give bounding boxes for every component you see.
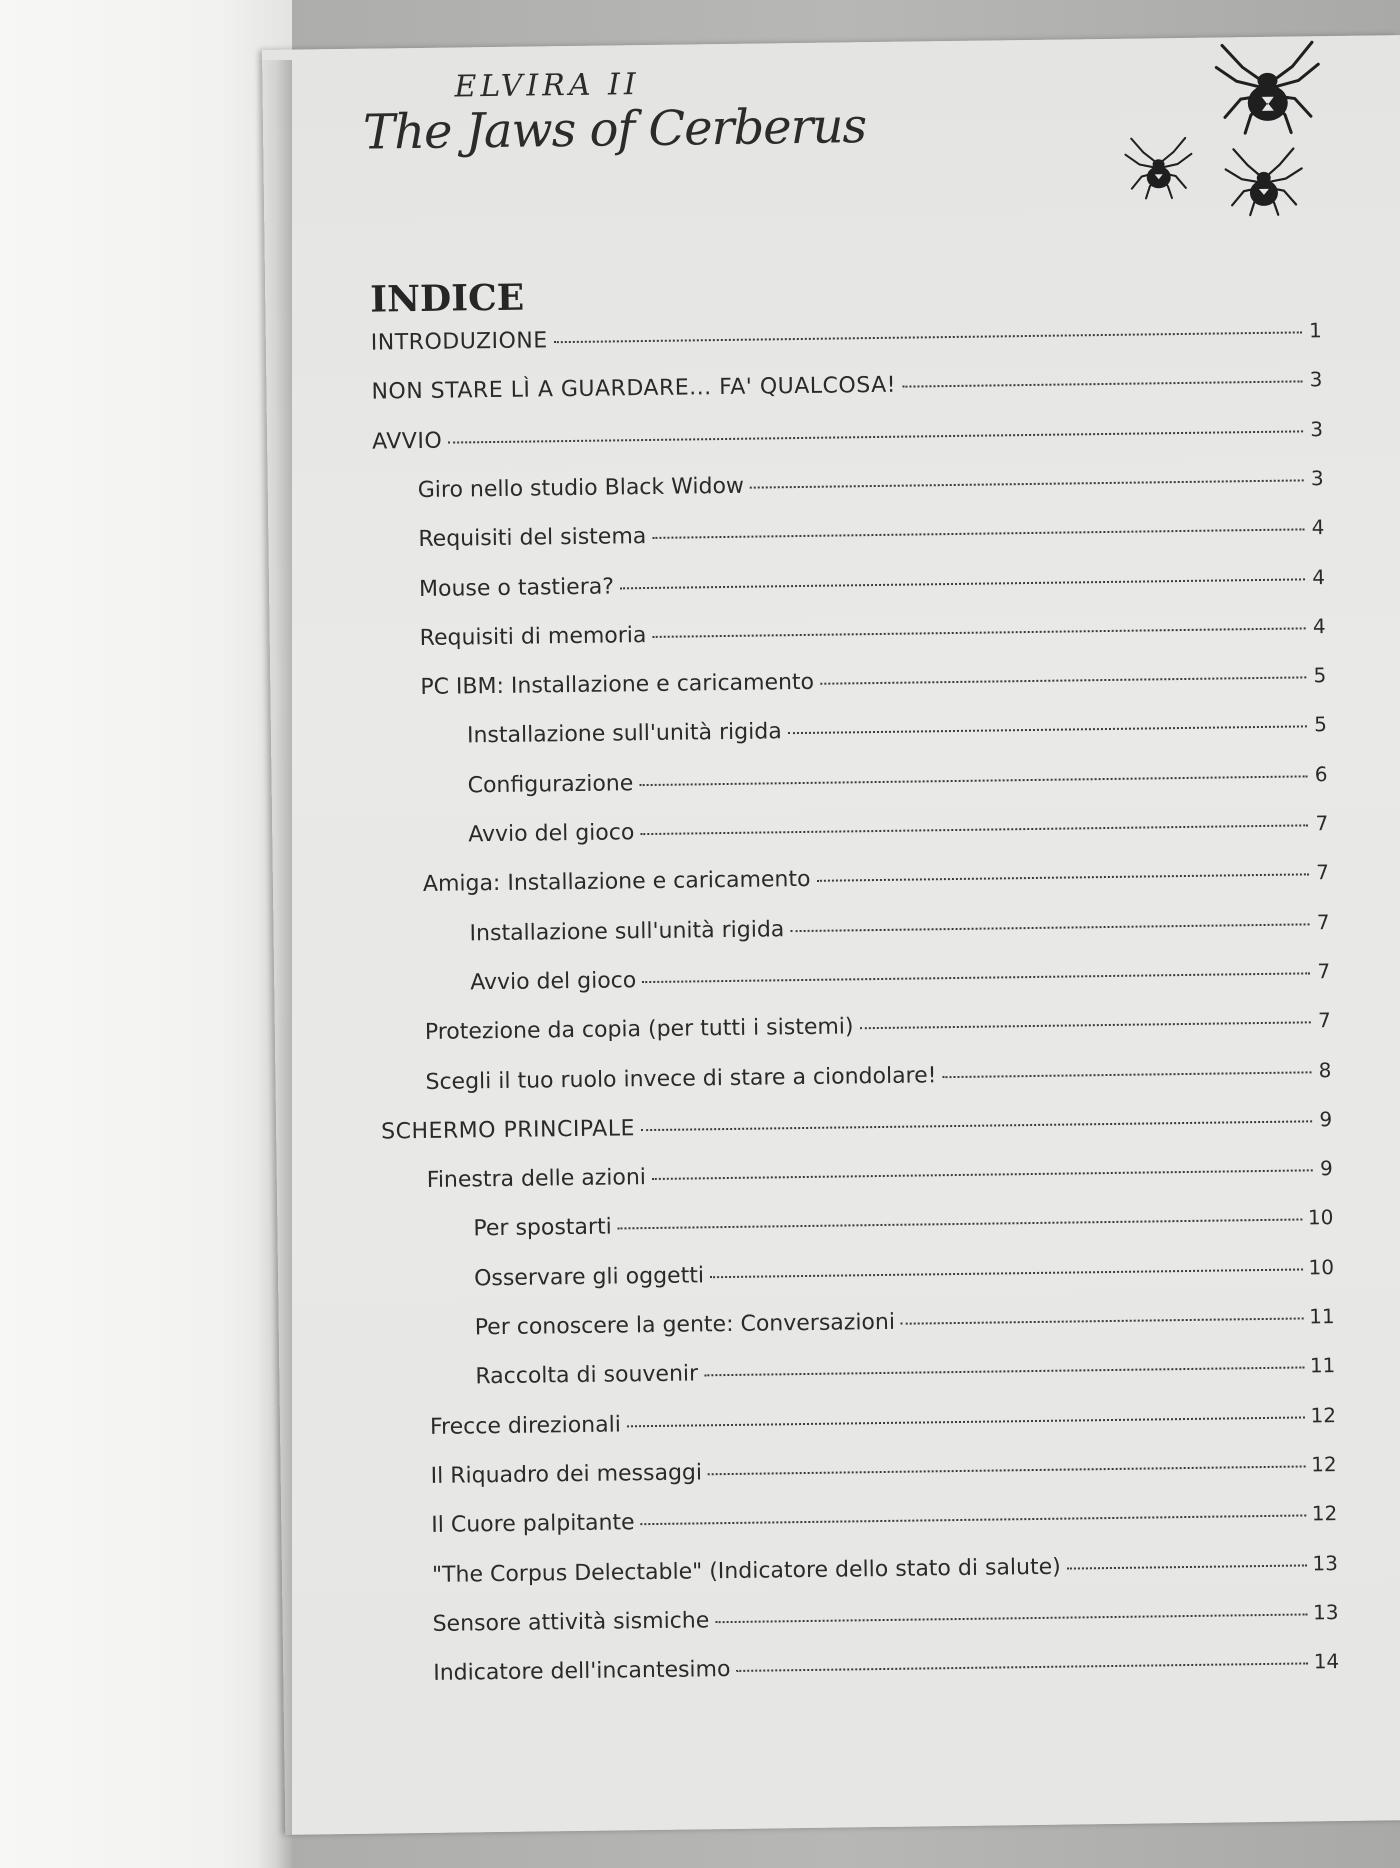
toc-dot-leader — [901, 1317, 1303, 1324]
toc-entry-label: Amiga: Installazione e caricamento — [422, 867, 811, 898]
toc-dot-leader — [750, 479, 1304, 488]
toc-entry-page: 12 — [1310, 1402, 1337, 1427]
toc-entry — [420, 614, 1326, 658]
toc-entry-label: NON STARE LÌ A GUARDARE... FA' QUALCOSA! — [371, 373, 897, 405]
toc-dot-leader — [860, 1022, 1311, 1030]
toc-entry-label: AVVIO — [371, 428, 443, 455]
toc-entry-label: Scegli il tuo ruolo invece di stare a ciondolare! — [425, 1062, 937, 1095]
toc-entry-page: 5 — [1314, 712, 1328, 737]
toc-dot-leader — [736, 1663, 1307, 1672]
toc-entry-label: Il Riquadro dei messaggi — [430, 1460, 703, 1489]
manual-page — [262, 35, 1400, 1835]
game-logo — [362, 62, 867, 187]
toc-entry-label: Osservare gli oggetti — [473, 1263, 705, 1292]
toc-entry — [418, 515, 1324, 559]
toc-entry — [467, 762, 1327, 805]
toc-entry-label: Per conoscere la gente: Conversazioni — [474, 1309, 896, 1341]
toc-entry — [431, 1452, 1337, 1496]
toc-entry — [420, 663, 1326, 707]
toc-dot-leader — [708, 1465, 1305, 1475]
toc-entry — [433, 1649, 1339, 1693]
toc-dot-leader — [788, 726, 1307, 735]
toc-entry-page: 11 — [1309, 1353, 1336, 1378]
toc-dot-leader — [652, 529, 1304, 540]
toc-entry-label: Configurazione — [467, 770, 634, 799]
toc-entry-page: 13 — [1312, 1550, 1339, 1575]
toc-entry-page: 3 — [1310, 416, 1324, 441]
toc-entry-label: Protezione da copia (per tutti i sistemi) — [424, 1014, 854, 1046]
book-gutter-shadow — [256, 60, 292, 1868]
toc-entry-page: 12 — [1311, 1501, 1338, 1526]
toc-entry — [467, 713, 1327, 756]
spider-illustration — [1122, 36, 1345, 239]
toc-entry — [381, 1107, 1332, 1151]
toc-entry — [474, 1255, 1334, 1298]
toc-entry-page: 3 — [1309, 367, 1323, 392]
toc-entry-page: 8 — [1318, 1057, 1332, 1082]
toc-dot-leader — [704, 1367, 1304, 1377]
toc-entry — [419, 565, 1325, 609]
toc-dot-leader — [652, 627, 1305, 638]
toc-dot-leader — [710, 1268, 1303, 1278]
toc-entry-label: Il Cuore palpitante — [431, 1510, 635, 1539]
toc-dot-leader — [554, 331, 1302, 343]
toc-dot-leader — [639, 775, 1307, 786]
logo-title: The Jaws of Cerberus — [362, 98, 867, 161]
toc-entry-label: SCHERMO PRINCIPALE — [381, 1116, 636, 1145]
toc-entry-label: Mouse o tastiera? — [418, 573, 615, 602]
toc-entry-page: 6 — [1314, 761, 1328, 786]
logo-subtitle: ELVIRA II — [454, 67, 640, 105]
toc-entry — [371, 367, 1322, 411]
toc-dot-leader — [820, 676, 1306, 684]
toc-dot-leader — [641, 1120, 1312, 1131]
toc-dot-leader — [627, 1416, 1305, 1427]
toc-entry-label: PC IBM: Installazione e caricamento — [420, 669, 815, 701]
toc-entry-page: 14 — [1313, 1649, 1340, 1674]
toc-entry — [432, 1551, 1338, 1595]
toc-entry — [371, 318, 1322, 362]
spider-icon — [1123, 134, 1194, 201]
toc-entry-page: 10 — [1307, 1205, 1334, 1230]
toc-entry-label: Indicatore dell'incantesimo — [433, 1657, 731, 1686]
toc-entry-page: 11 — [1309, 1304, 1335, 1329]
toc-entry-page: 3 — [1310, 466, 1324, 491]
toc-entry — [470, 959, 1330, 1002]
toc-entry-label: Sensore attività sismiche — [432, 1608, 710, 1637]
toc-entry-label: Installazione sull'unità rigida — [469, 916, 785, 946]
toc-dot-leader — [640, 824, 1308, 835]
toc-entry-page: 7 — [1315, 811, 1329, 836]
toc-entry — [372, 417, 1323, 461]
toc-entry-label: Raccolta di souvenir — [475, 1361, 699, 1390]
toc-entry — [427, 1156, 1333, 1200]
toc-entry — [469, 910, 1329, 953]
toc-entry-label: Requisiti di memoria — [419, 622, 647, 651]
left-blank-page — [0, 0, 292, 1868]
spider-icon — [1212, 36, 1323, 137]
toc-dot-leader — [715, 1613, 1307, 1623]
toc-entry — [468, 811, 1328, 854]
toc-entry-page: 5 — [1313, 663, 1327, 688]
toc-entry-label: "The Corpus Delectable" (Indicatore dello stato di salute) — [431, 1554, 1061, 1588]
toc-dot-leader — [1067, 1564, 1307, 1569]
toc-entry-page: 7 — [1317, 1008, 1331, 1033]
toc-entry — [475, 1304, 1335, 1347]
toc-dot-leader — [620, 578, 1305, 589]
toc-entry — [432, 1600, 1338, 1644]
toc-entry-page: 7 — [1316, 909, 1330, 934]
toc-dot-leader — [618, 1219, 1302, 1230]
toc-entry — [431, 1501, 1337, 1545]
toc-entry-label: Giro nello studio Black Widow — [417, 473, 745, 503]
toc-entry-page: 10 — [1308, 1254, 1335, 1280]
toc-entry-label: Avvio del gioco — [470, 968, 637, 996]
toc-entry-label: Frecce direzionali — [429, 1412, 622, 1440]
page-title: INDICE — [370, 276, 525, 321]
toc-entry-label: Finestra delle azioni — [426, 1165, 647, 1194]
toc-entry — [473, 1205, 1333, 1248]
toc-dot-leader — [816, 874, 1308, 882]
toc-dot-leader — [652, 1169, 1313, 1180]
toc-entry-label: Avvio del gioco — [468, 820, 635, 848]
toc-entry — [418, 466, 1324, 510]
toc-entry-label: Requisiti del sistema — [418, 524, 647, 553]
toc-entry-page: 13 — [1312, 1599, 1339, 1625]
toc-dot-leader — [790, 923, 1309, 932]
toc-entry-label: INTRODUZIONE — [370, 328, 548, 356]
toc-entry-page: 7 — [1315, 860, 1330, 885]
toc-entry — [475, 1353, 1335, 1396]
toc-dot-leader — [642, 972, 1310, 983]
toc-entry-label: Installazione sull'unità rigida — [466, 719, 782, 749]
toc-dot-leader — [943, 1071, 1312, 1078]
toc-dot-leader — [902, 381, 1302, 388]
toc-entry-page: 9 — [1319, 1106, 1333, 1132]
toc-entry-label: Per spostarti — [473, 1214, 612, 1242]
toc-entry — [425, 1008, 1331, 1052]
toc-entry — [425, 1058, 1331, 1102]
toc-entry-page: 4 — [1311, 515, 1325, 540]
toc-entry-page: 12 — [1310, 1451, 1337, 1477]
toc-entry-page: 4 — [1312, 564, 1326, 589]
toc-entry — [430, 1403, 1336, 1447]
toc-entry-page: 1 — [1308, 318, 1322, 343]
toc-dot-leader — [448, 430, 1303, 443]
toc-entry-page: 7 — [1317, 958, 1331, 984]
toc-entry-page: 9 — [1319, 1156, 1333, 1181]
spider-icon — [1223, 144, 1304, 217]
toc-dot-leader — [641, 1515, 1306, 1526]
toc-entry-page: 4 — [1312, 613, 1326, 639]
toc-entry — [423, 860, 1329, 904]
